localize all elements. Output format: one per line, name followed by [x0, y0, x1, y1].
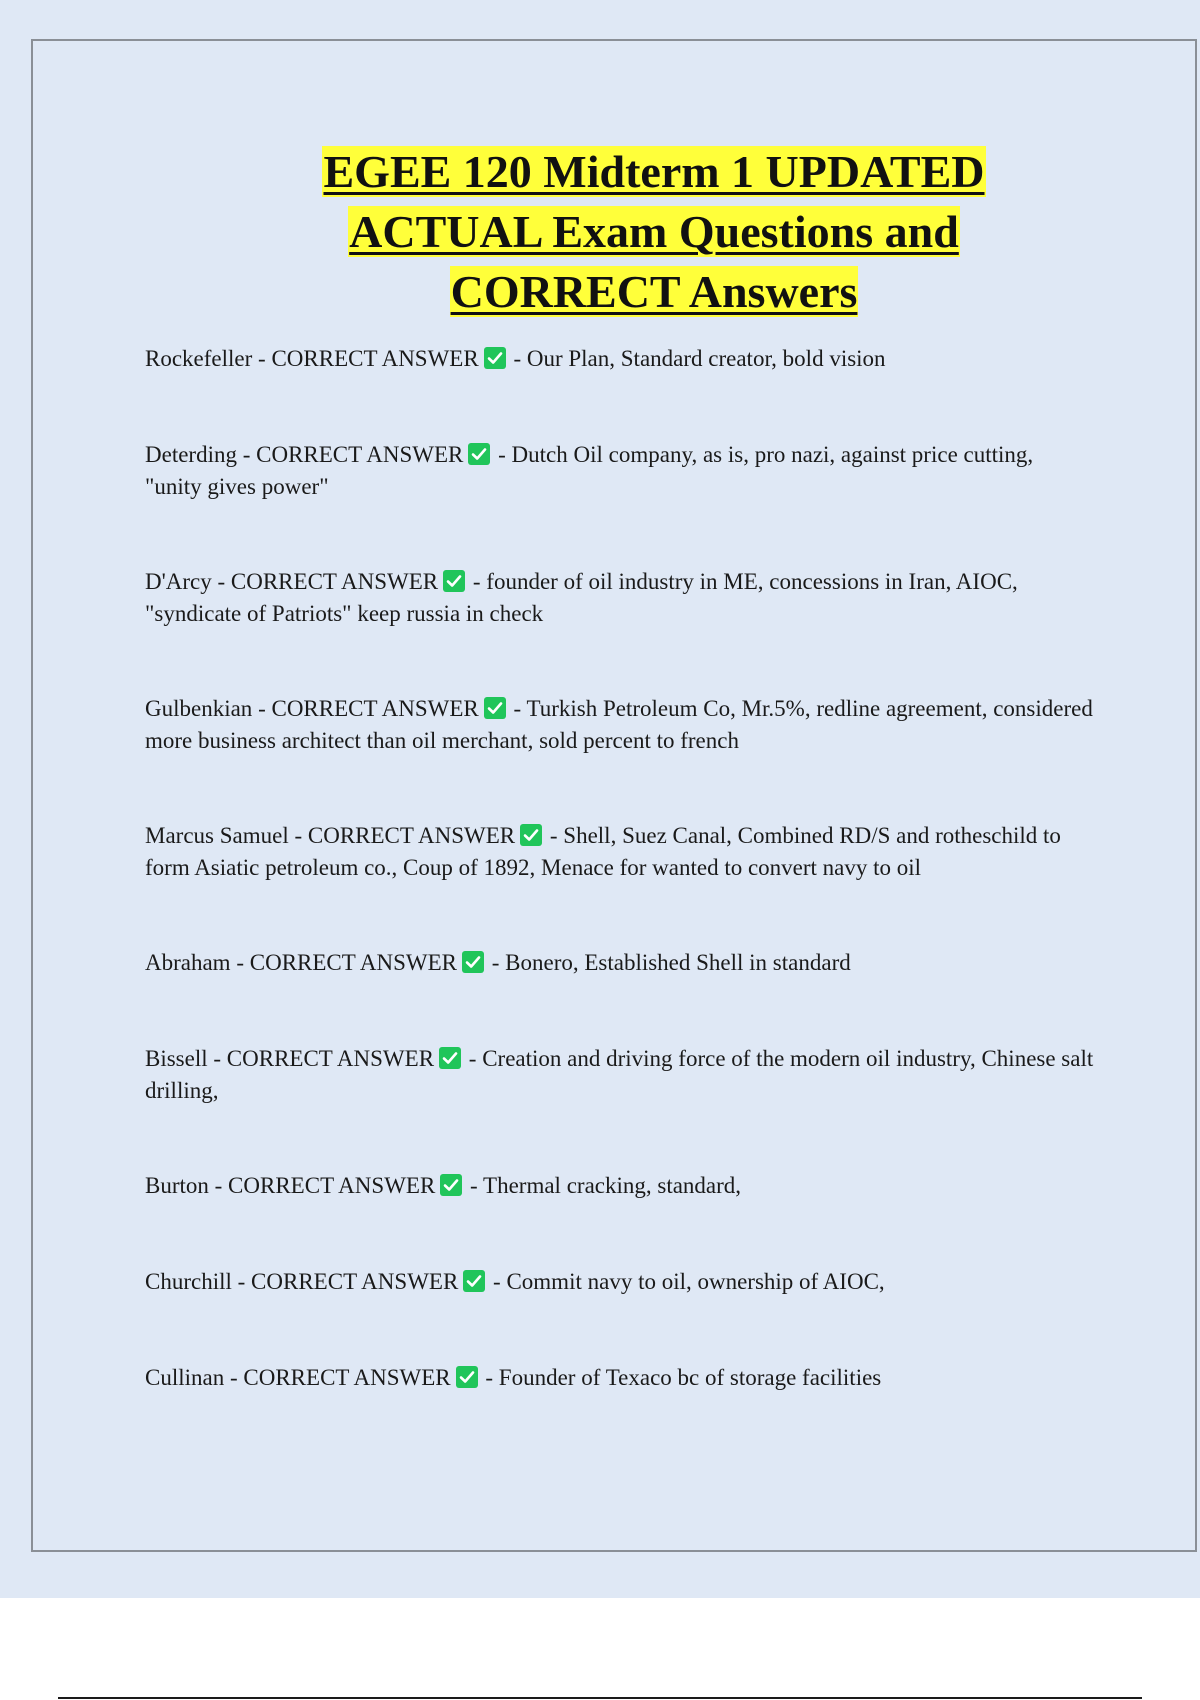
next-page-top-rule — [58, 1697, 1142, 1699]
check-mark-icon — [484, 697, 506, 719]
qa-separator: - CORRECT ANSWER — [252, 696, 479, 721]
qa-term: Marcus Samuel — [145, 823, 289, 848]
qa-separator: - CORRECT ANSWER — [288, 823, 516, 848]
qa-answer: - Founder of Texaco bc of storage facilities — [479, 1365, 882, 1390]
qa-entry-darcy — [145, 566, 1095, 630]
qa-separator: - CORRECT ANSWER — [252, 346, 479, 371]
qa-separator: - CORRECT ANSWER — [231, 1269, 459, 1294]
qa-answer: - Turkish Petroleum Co, Mr.5%, redline agreement, considered more business architect than oil merchant, sold percent to french — [145, 696, 1093, 753]
title-line-2 — [210, 202, 1098, 262]
check-mark-icon — [463, 1270, 485, 1292]
qa-term: Rockefeller — [145, 346, 253, 371]
qa-answer: - Our Plan, Standard creator, bold vision — [507, 346, 886, 371]
check-mark-icon — [440, 1174, 462, 1196]
qa-answer: - Bonero, Established Shell in standard — [485, 950, 851, 975]
title-line-3-text: CORRECT Answers — [450, 266, 858, 317]
qa-answer: - Thermal cracking, standard, — [464, 1173, 742, 1198]
check-mark-icon — [443, 570, 465, 592]
title-line-2-text: ACTUAL Exam Questions and — [349, 206, 959, 257]
qa-term: Abraham — [145, 950, 231, 975]
qa-answer: - Shell, Suez Canal, Combined RD/S and rotheschild to form Asiatic petroleum co., Coup of 1892, Menace for wanted to convert navy to oil — [145, 823, 1061, 880]
check-mark-icon — [456, 1366, 478, 1388]
qa-separator: - CORRECT ANSWER — [236, 442, 464, 467]
qa-entry-cullinan — [145, 1362, 1095, 1394]
qa-term: Churchill — [145, 1269, 232, 1294]
qa-answer: - Commit navy to oil, ownership of AIOC, — [487, 1269, 885, 1294]
document-title — [210, 142, 1098, 322]
qa-term: Deterding — [145, 442, 237, 467]
title-line-1-text: EGEE 120 Midterm 1 UPDATED — [323, 146, 985, 197]
qa-entry-gulbenkian — [145, 693, 1095, 757]
check-mark-icon — [520, 824, 542, 846]
qa-term: Cullinan — [145, 1365, 225, 1390]
title-line-3 — [210, 262, 1098, 322]
qa-term: D'Arcy — [145, 569, 212, 594]
qa-separator: - CORRECT ANSWER — [207, 1046, 435, 1071]
qa-entry-marcus-samuel — [145, 820, 1095, 884]
qa-term: Bissell — [145, 1046, 208, 1071]
qa-term: Burton — [145, 1173, 209, 1198]
qa-answer: - founder of oil industry in ME, concessions in Iran, AIOC, "syndicate of Patriots" keep russia in check — [145, 569, 1018, 626]
question-answer-list — [145, 343, 1095, 1394]
qa-entry-churchill — [145, 1266, 1095, 1298]
qa-separator: - CORRECT ANSWER — [211, 569, 439, 594]
qa-term: Gulbenkian — [145, 696, 253, 721]
qa-separator: - CORRECT ANSWER — [230, 950, 457, 975]
qa-entry-abraham — [145, 947, 1095, 979]
qa-separator: - CORRECT ANSWER — [208, 1173, 436, 1198]
check-mark-icon — [484, 347, 506, 369]
qa-answer: - Creation and driving force of the modern oil industry, Chinese salt drilling, — [145, 1046, 1094, 1103]
title-line-1 — [210, 142, 1098, 202]
check-mark-icon — [462, 951, 484, 973]
qa-separator: - CORRECT ANSWER — [224, 1365, 451, 1390]
qa-entry-burton — [145, 1170, 1095, 1202]
qa-answer: - Dutch Oil company, as is, pro nazi, against price cutting, "unity gives power" — [145, 442, 1034, 499]
qa-entry-deterding — [145, 439, 1095, 503]
check-mark-icon — [468, 443, 490, 465]
qa-entry-rockefeller — [145, 343, 1095, 375]
check-mark-icon — [439, 1047, 461, 1069]
qa-entry-bissell — [145, 1043, 1095, 1107]
